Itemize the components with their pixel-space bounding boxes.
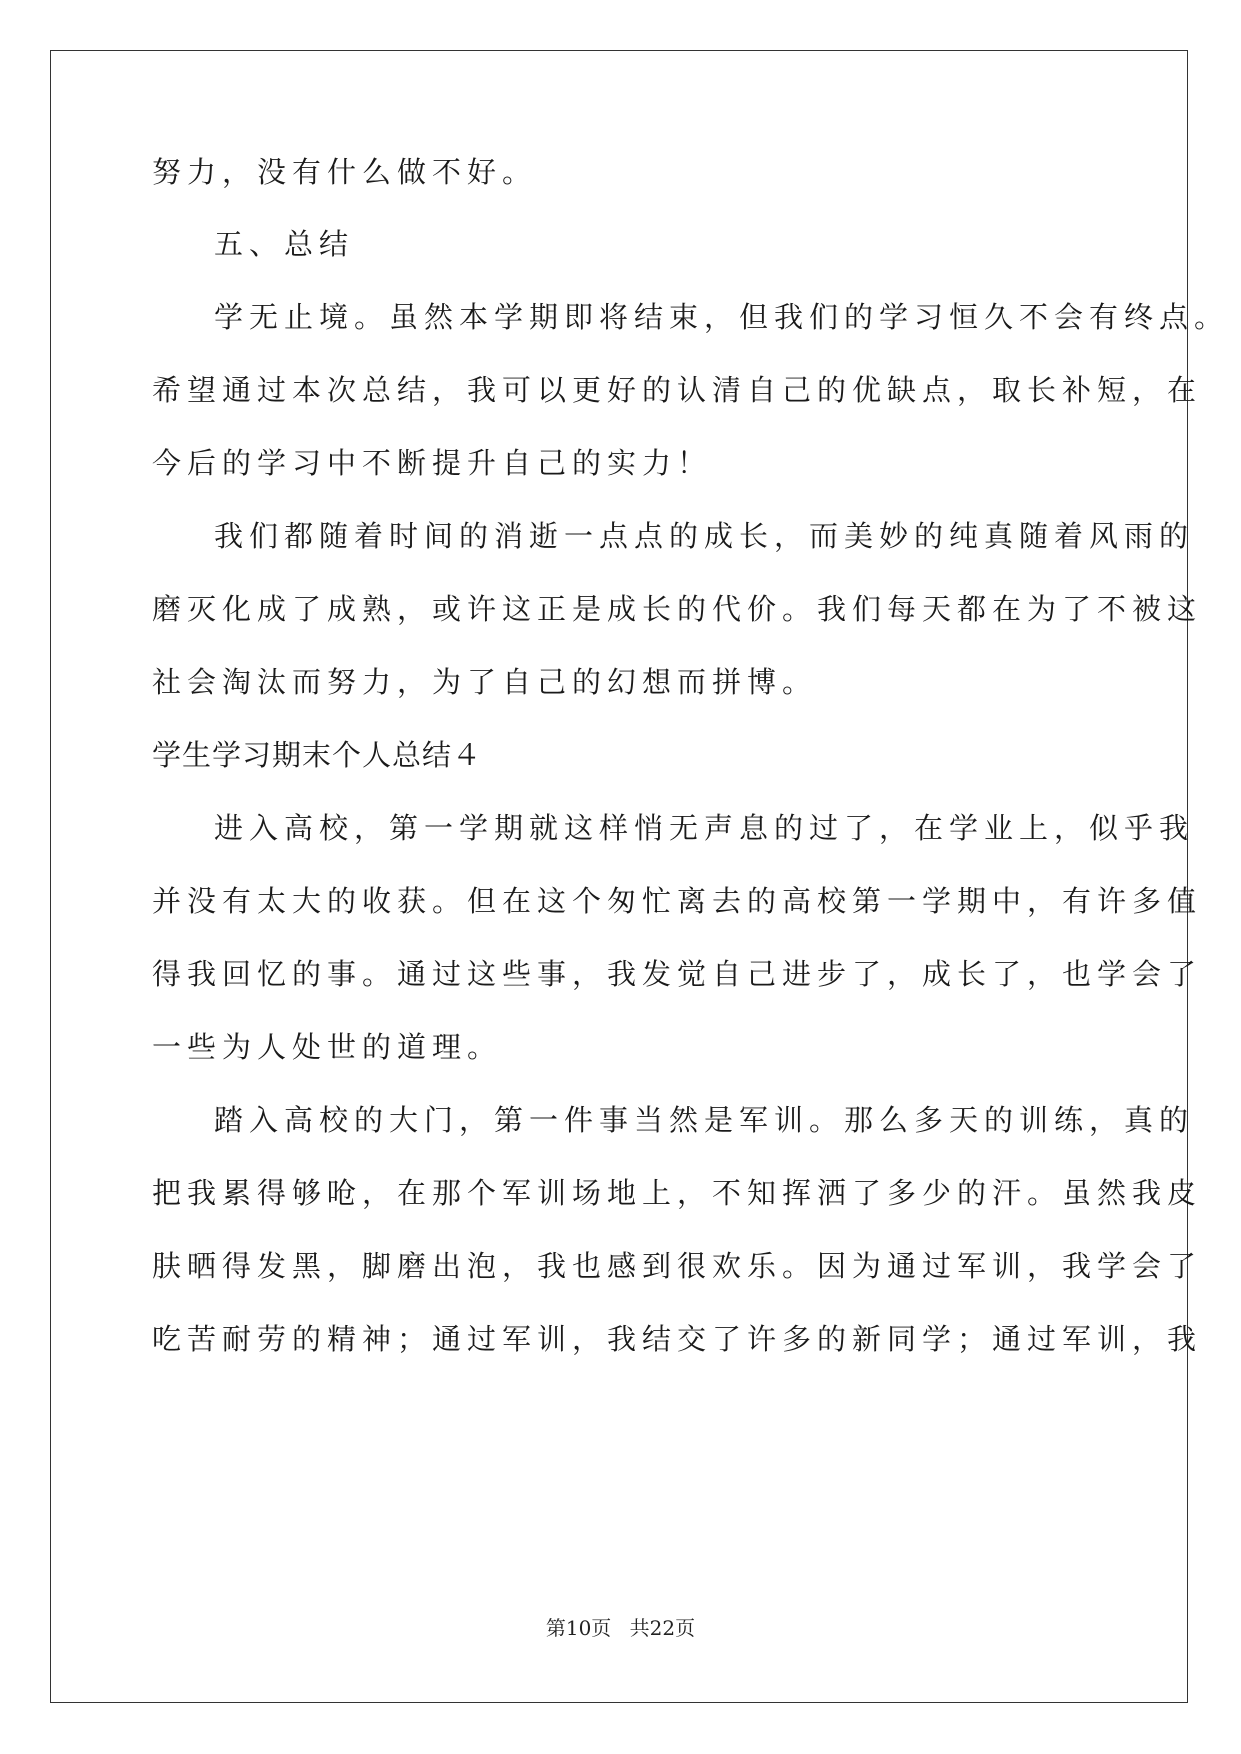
- body-line: 一些为人处世的道理。: [152, 1030, 503, 1064]
- page-number: 第10页: [545, 1616, 612, 1640]
- body-line: 我们都随着时间的消逝一点点的成长，而美妙的纯真随着风雨的: [214, 519, 1195, 553]
- body-line: 得我回忆的事。通过这些事，我发觉自己进步了，成长了，也学会了: [152, 957, 1203, 991]
- body-line: 吃苦耐劳的精神；通过军训，我结交了许多的新同学；通过军训，我: [152, 1322, 1203, 1356]
- page-total: 共22页: [629, 1616, 696, 1640]
- article-title: 学生学习期末个人总结４: [152, 738, 483, 772]
- page-footer: [0, 1614, 1241, 1642]
- body-line: 学无止境。虽然本学期即将结束，但我们的学习恒久不会有终点。: [214, 300, 1230, 334]
- body-line: 进入高校，第一学期就这样悄无声息的过了，在学业上，似乎我: [214, 811, 1195, 845]
- section-heading: 五、总结: [214, 227, 355, 261]
- body-line: 今后的学习中不断提升自己的实力！: [152, 446, 713, 480]
- body-line: 把我累得够呛，在那个军训场地上，不知挥洒了多少的汗。虽然我皮: [152, 1176, 1203, 1210]
- body-line: 磨灭化成了成熟，或许这正是成长的代价。我们每天都在为了不被这: [152, 592, 1203, 626]
- body-line: 肤晒得发黑，脚磨出泡，我也感到很欢乐。因为通过军训，我学会了: [152, 1249, 1203, 1283]
- body-line: 希望通过本次总结，我可以更好的认清自己的优缺点，取长补短，在: [152, 373, 1203, 407]
- body-line: 社会淘汰而努力，为了自己的幻想而拼博。: [152, 665, 818, 699]
- body-line: 努力，没有什么做不好。: [152, 155, 538, 189]
- body-line: 踏入高校的大门，第一件事当然是军训。那么多天的训练，真的: [214, 1103, 1195, 1137]
- body-line: 并没有太大的收获。但在这个匆忙离去的高校第一学期中，有许多值: [152, 884, 1203, 918]
